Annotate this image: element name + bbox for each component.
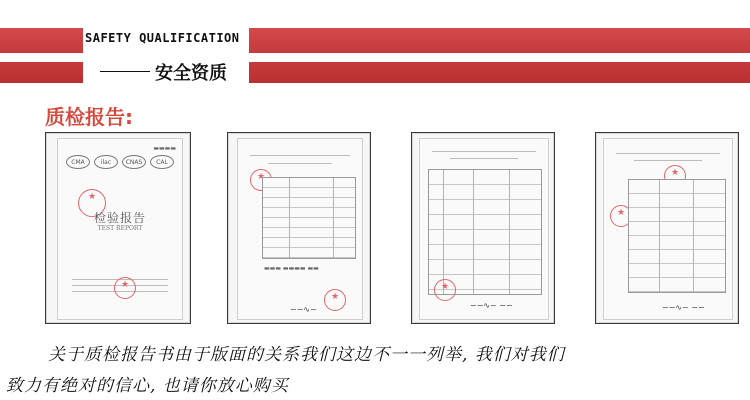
report-number-mark: ▬▬▬▬ bbox=[153, 145, 176, 152]
table-column-rule bbox=[289, 178, 290, 258]
certification-logo: CAL bbox=[150, 155, 174, 169]
report-table bbox=[262, 177, 356, 259]
report-heading-line bbox=[616, 153, 720, 154]
report-page bbox=[603, 138, 733, 320]
cover-report-subtitle: TEST REPORT bbox=[97, 225, 143, 232]
report-heading-line bbox=[250, 155, 350, 156]
section-title: 质检报告: bbox=[45, 105, 133, 129]
report-page bbox=[57, 138, 183, 320]
header-english-title: SAFETY QUALIFICATION bbox=[85, 31, 240, 45]
red-seal-stamp bbox=[114, 277, 136, 299]
certification-logo: CNAS bbox=[122, 155, 146, 169]
report-image-cover bbox=[46, 133, 190, 323]
table-column-rule bbox=[473, 170, 474, 294]
certification-logo: ilac bbox=[94, 155, 118, 169]
header-title-rule bbox=[100, 71, 150, 72]
red-seal-stamp bbox=[434, 279, 456, 301]
report-heading-line bbox=[432, 151, 536, 152]
note-line-2: 致力有绝对的信心, 也请你放心购买 bbox=[6, 376, 289, 396]
cover-report-title: 检验报告 bbox=[93, 211, 146, 225]
header-chinese-title: 安全资质 bbox=[155, 63, 227, 84]
report-image-3 bbox=[412, 133, 554, 323]
report-heading-line bbox=[268, 163, 332, 164]
report-table bbox=[428, 169, 542, 295]
report-image-4 bbox=[596, 133, 738, 323]
inspector-signature: ∽∼∿~ bbox=[290, 305, 317, 314]
report-image-2 bbox=[228, 133, 370, 323]
note-line-1: 关于质检报告书由于版面的关系我们这边不一一列举, 我们对我们 bbox=[48, 345, 565, 365]
report-remarks: ▬▬▬ ▬▬▬▬ ▬▬ bbox=[264, 265, 319, 272]
table-column-rule bbox=[659, 180, 660, 292]
inspector-signature: ∽∼∿~ ∼∽ bbox=[662, 303, 705, 312]
certification-logo: CMA bbox=[66, 155, 90, 169]
report-heading-line bbox=[450, 158, 518, 159]
inspector-signature: ∽∼∿~ ∼∽ bbox=[470, 301, 513, 310]
report-page bbox=[237, 138, 363, 320]
report-heading-line bbox=[634, 160, 702, 161]
report-table bbox=[628, 179, 726, 293]
table-column-rule bbox=[693, 180, 694, 292]
red-seal-stamp bbox=[324, 289, 346, 311]
table-column-rule bbox=[333, 178, 334, 258]
report-page bbox=[419, 138, 549, 320]
table-column-rule bbox=[509, 170, 510, 294]
table-column-rule bbox=[443, 170, 444, 294]
